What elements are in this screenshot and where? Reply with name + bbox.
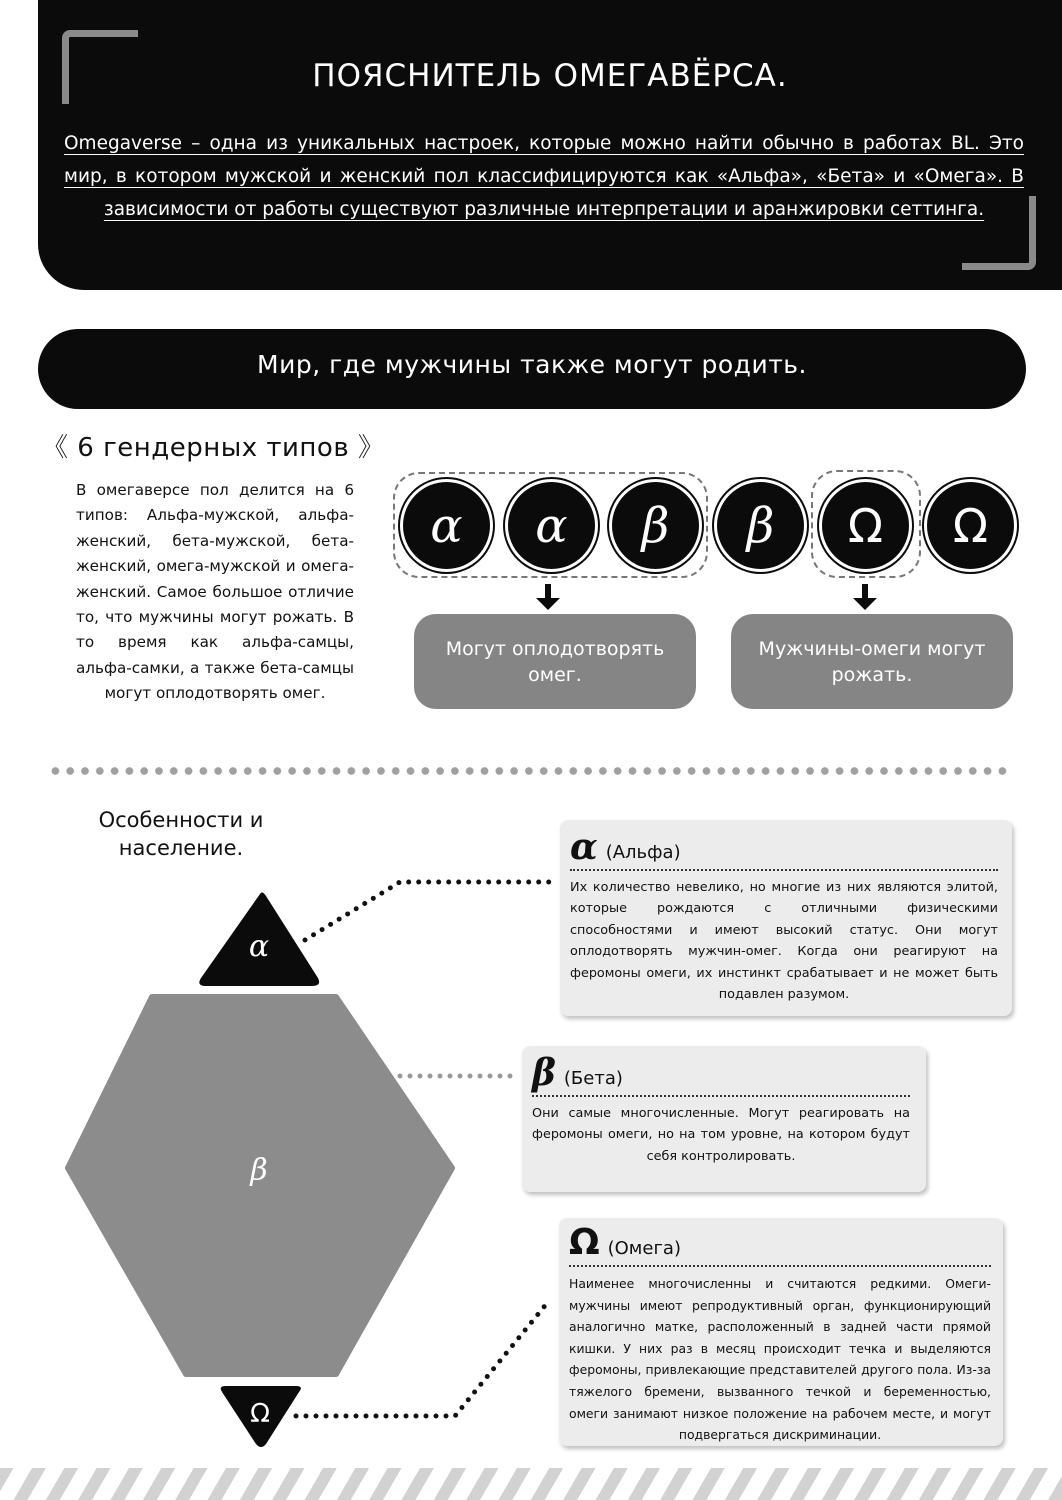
alpha-name: (Альфа) xyxy=(605,842,681,863)
gender-types-title: 《 6 гендерных типов 》 xyxy=(42,433,385,463)
omega-symbol: Ω xyxy=(569,1222,600,1263)
page-title: ПОЯСНИТЕЛЬ ОМЕГАВЁРСА. xyxy=(312,58,788,94)
beta-description: Они самые многочисленные. Могут реагировать на феромоны омеги, но на том уровне, на котором будут себя контролировать. xyxy=(532,1106,910,1164)
omega-info-header xyxy=(569,1222,991,1267)
banner-text: Мир, где мужчины также могут родить. xyxy=(257,350,807,379)
beta-circle-2: β xyxy=(717,482,804,569)
striped-footer xyxy=(0,1468,1062,1500)
alpha-circle-1: α xyxy=(403,482,490,569)
population-pyramid xyxy=(0,860,560,1460)
arrow-down-icon xyxy=(853,584,877,610)
alpha-description: Их количество невелико, но многие из них являются элитой, которые рождаются с отличными физическими способностями и имеют высокий статус. Они могут оплодотворять мужчин-омег. Когда они реагируют на феромоны омеги, их инстинкт срабатывает и не может быть подавлен разумом. xyxy=(570,880,998,1003)
alpha-info-header xyxy=(570,826,998,871)
arrow-down-icon xyxy=(536,584,560,610)
pyramid-omega-label: Ω xyxy=(250,1399,270,1429)
alpha-callout: Могут оплодотворять омег. xyxy=(414,614,696,709)
omega-info-box xyxy=(559,1218,1003,1446)
alpha-info-box xyxy=(560,820,1012,1016)
omega-description: Наименее многочисленны и считаются редкими. Омеги-мужчины имеют репродуктивный орган, функционирующий аналогично матке, расположенный в задней части прямой кишки. У них раз в месяц происходит течка и выделяются феромоны, привлекающие представителей другого пола. Из-за тяжелого бремени, вызванного течкой и беременностью, омеги занимают низкое положение на рабочем месте, и могут подвергаться дискриминации. xyxy=(569,1276,991,1443)
omega-name: (Омега) xyxy=(607,1238,681,1259)
pyramid-alpha-label: α xyxy=(248,929,270,964)
beta-circle-1: β xyxy=(612,482,699,569)
beta-symbol: β xyxy=(532,1052,556,1094)
gender-types-description: В омегаверсе пол делится на 6 типов: Альфа-мужской, альфа-женский, бета-мужской, бета-женский, омега-мужской и омега-женский. Самое большое отличие то, что мужчины могут рожать. В то время как альфа-самцы, альфа-самки, а также бета-самцы могут оплодотворять омег. xyxy=(76,481,354,703)
beta-info-header xyxy=(532,1052,910,1097)
omega-circle-1: Ω xyxy=(822,482,909,569)
alpha-circle-2: α xyxy=(508,482,595,569)
alpha-symbol: α xyxy=(570,826,598,868)
omega-callout: Мужчины-омеги могут рожать. xyxy=(731,614,1013,709)
pyramid-beta-label: β xyxy=(250,1153,268,1188)
features-title: Особенности и население. xyxy=(98,808,264,860)
dotted-divider xyxy=(48,766,1008,776)
omega-circle-2: Ω xyxy=(927,482,1014,569)
beta-name: (Бета) xyxy=(563,1068,623,1089)
intro-text-content: Omegaverse – одна из уникальных настроек, которые можно найти обычно в работах BL. Это мир, в котором мужской и женский пол классифицируются как «Альфа», «Бета» и «Омега». В зависимости от работы существуют различные интерпретации и аранжировки сеттинга. xyxy=(64,133,1024,220)
intro-text xyxy=(64,127,1024,226)
alpha-connector xyxy=(305,882,555,940)
beta-info-box xyxy=(522,1046,926,1192)
